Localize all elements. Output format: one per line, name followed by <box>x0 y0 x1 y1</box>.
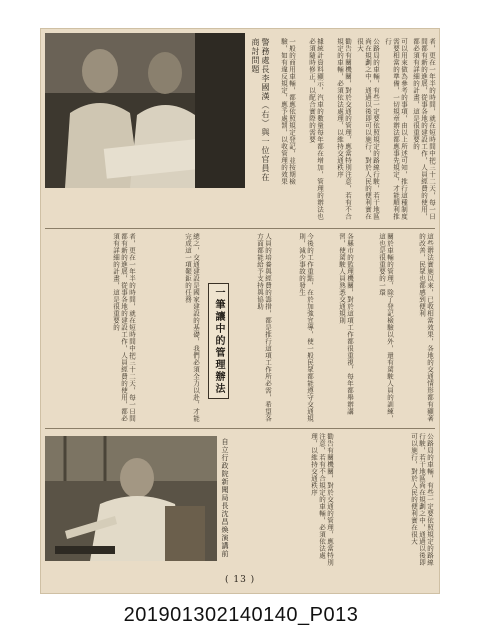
photo-bottom-caption: 自立行政院新聞局長沈昌煥演講前 <box>221 438 229 558</box>
text-column: 者，更在一年半的時間，就在短時間中把三十二天，每一日間都有新的進展，從事各地的建設工作，人員經費的使用，都必須有詳細的計畫，這是很重要的 <box>412 38 436 220</box>
section-heading: 一筆讓中的管理辦法 <box>208 283 229 399</box>
text-column: 可以用來做為參考的事項，由以上所述可知，推行這種制度需要相當的準備，一切規章辦法都應事先規定，才能順利推行 <box>384 38 408 220</box>
text-column: 勸告有關機關，對於交通的管理，應當特別注意，若有不合規定的車輛，必須依法處理，以維持交通秩序 <box>310 433 334 566</box>
text-column: 勸告有關機關，對於交通的管理，應當特別注意，若有不合規定的車輛，必須依法處理，以維持交通秩序 <box>336 38 352 220</box>
text-column: 各縣市的監理機關，對於這項工作都很重視，每年都舉辦講習，使駕駛人員熟悉交通規則 <box>338 233 354 415</box>
text-column: 今後的工作重點，在於加強宣導，使一般民眾都能遵守交通規則，減少事故的發生 <box>298 233 314 422</box>
text-column: 關於車輛的管理，除了登記檢驗以外，還有駕駛人員的訓練，這也是很重要的一環 <box>378 233 394 422</box>
column-divider <box>45 428 435 429</box>
text-column: 人員的培養與經費的籌措，都是推行這項工作所必需，希望各方面都能給予支持與協助 <box>256 233 272 422</box>
photo-two-officials <box>45 33 245 188</box>
text-column: 總之，交通建設是國家建設的基礎，我們必須全力以赴，才能完成這一項艱鉅的任務 <box>184 233 200 422</box>
file-id-label: 201901302140140_P013 <box>123 604 359 626</box>
page-number: ( 13 ) <box>225 575 256 585</box>
magazine-page <box>40 28 440 594</box>
text-column: 一般的商用車輛，都應依照規定登記，並按期檢驗，如有違反規定，應予處罰，以收管理的效果 <box>280 38 296 185</box>
photo-top-caption: 警務處長李國漢（右）與一位官員在商討問題 <box>251 38 270 182</box>
text-column: 者，更在一年半的時間，就在短時間中把三十二天，每一日間都有新的進展，從事各地的建設工作，人員經費的使用，都必須有詳細的計畫，這是很重要的 <box>112 233 136 422</box>
text-column: 公路局的車輛，有些一定要依照規定的路線行駛，若干地區尚在規劃之中，通過以後即可以施行，對於人民的便利實在很大 <box>356 38 380 220</box>
photo-official-seated <box>45 436 217 561</box>
column-divider <box>45 228 435 229</box>
text-column: 這些辦法實施以來，已收相當效果，各地的交通情形都有顯著的改善，民眾也都感到便利 <box>418 233 434 422</box>
text-column: 公路局的車輛，有些一定要依照規定的路線行駛，若干地區尚在規劃之中，通過以後即可以施行，對於人民的便利實在很大 <box>410 433 434 566</box>
text-column: 據統計資料顯示，汽車的數量每年都在增加，管理的辦法也必須隨時修正，以配合實際的需要 <box>308 38 324 220</box>
